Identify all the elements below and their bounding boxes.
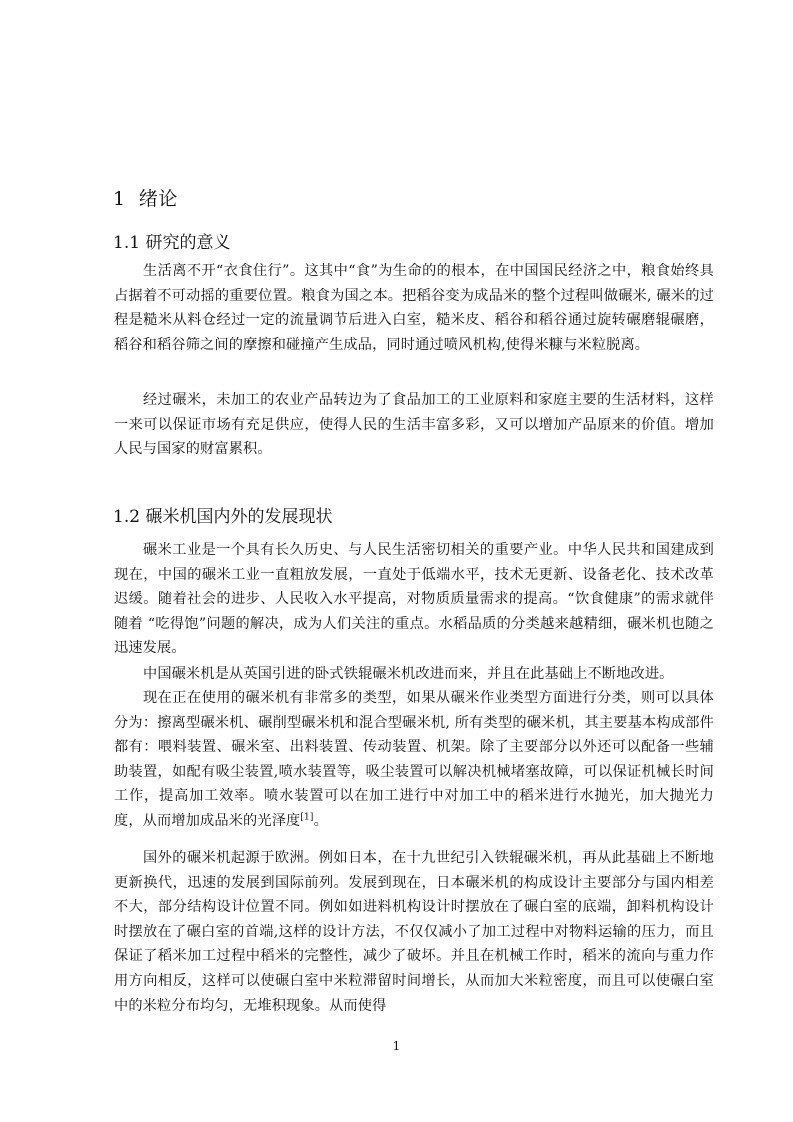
- paragraph-end-mark: 。: [313, 812, 328, 829]
- section-heading-1-1: [113, 231, 230, 255]
- chapter-title: 绪论: [138, 188, 178, 210]
- paragraph: 生活离不开“衣食住行”。这其中“食”为生命的的根本，在中国国民经济之中，粮食始终具占据着不可动摇的重要位置。粮食为国之本。把稻谷变为成品米的整个过程叫做碾米, 碾米的过程是糙米从料仓经过一定的流量调节后进入白室，糙米皮、稻谷和稻谷通过旋转碾磨辊碾磨，稻谷和稻谷筛之间的摩擦和碰撞产生成品，同时通过喷风机构,使得米糠与米粒脱离。: [114, 263, 714, 353]
- section-heading-1-2: [113, 505, 332, 529]
- paragraph: 经过碾米，未加工的农业产品转边为了食品加工的工业原料和家庭主要的生活材料，这样一来可以保证市场有充足供应，使得人民的生活丰富多彩，又可以增加产品原来的价值。增加人民与国家的财富累积。: [114, 392, 714, 458]
- paragraph: 中国碾米机是从英国引进的卧式铁辊碾米机改进而来，并且在此基础上不断地改进。: [143, 666, 674, 682]
- section-title: 研究的意义: [145, 233, 231, 253]
- paragraph: [114, 686, 714, 834]
- chapter-number: 1: [113, 188, 126, 210]
- chapter-heading: [113, 186, 178, 212]
- paragraph: 国外的碾米机起源于欧洲。例如日本，在十九世纪引入铁辊碾米机，再从此基础上不断地更新换代，迅速的发展到国际前列。发展到现在，日本碾米机的构成设计主要部分与国内相差不大，部分结构设计位置不同。例如如进料机构设计时摆放在了碾白室的底端，卸料机构设计时摆放在了碾白室的首端,这样的设计方法，不仅仅减小了加工过程中对物料运输的压力，而且保证了稻米加工过程中稻米的完整性，减少了破坏。并且在机械工作时，稻米的流向与重力作用方向相反，这样可以使碾白室中米粒滞留时间增长，从而加大米粒密度，而且可以使碾白室中的米粒分布均匀，无堆积现象。从而使得: [114, 850, 714, 1014]
- paragraph: 碾米工业是一个具有长久历史、与人民生活密切相关的重要产业。中华人民共和国建成到现在，中国的碾米工业一直粗放发展，一直处于低端水平，技术无更新、设备老化、技术改革迟缓。随着社会的进步、人民收入水平提高，对物质质量需求的提高。“饮食健康”的需求就伴随着 “吃得饱”问题的解决，成为人们关注的重点。水稻品质的分类越来越精细，碾米机也随之迅速发展。: [114, 542, 714, 657]
- section-title: 碾米机国内外的发展现状: [145, 507, 333, 527]
- section-number: 1.1: [113, 233, 141, 253]
- section-number: 1.2: [113, 507, 141, 527]
- citation-reference[interactable]: [1]: [300, 812, 314, 823]
- paragraph-text: 现在正在使用的碾米机有非常多的类型，如果从碾米作业类型方面进行分类，则可以具体分为：擦离型碾米机、碾削型碾米机和混合型碾米机, 所有类型的碾米机，其主要基本构成部件都有：喂料装置、碾米室、出料装置、传动装置、机架。除了主要部分以外还可以配备一些辅助装置，如配有吸尘装置,喷水装置等，吸尘装置可以解决机械堵塞故障，可以保证机械长时间工作，提高加工效率。喷水装置可以在加工进行中对加工中的稻米进行水抛光，加大抛光力度，从而增加成品米的光泽度: [114, 690, 714, 829]
- page-number: 1: [392, 1039, 401, 1053]
